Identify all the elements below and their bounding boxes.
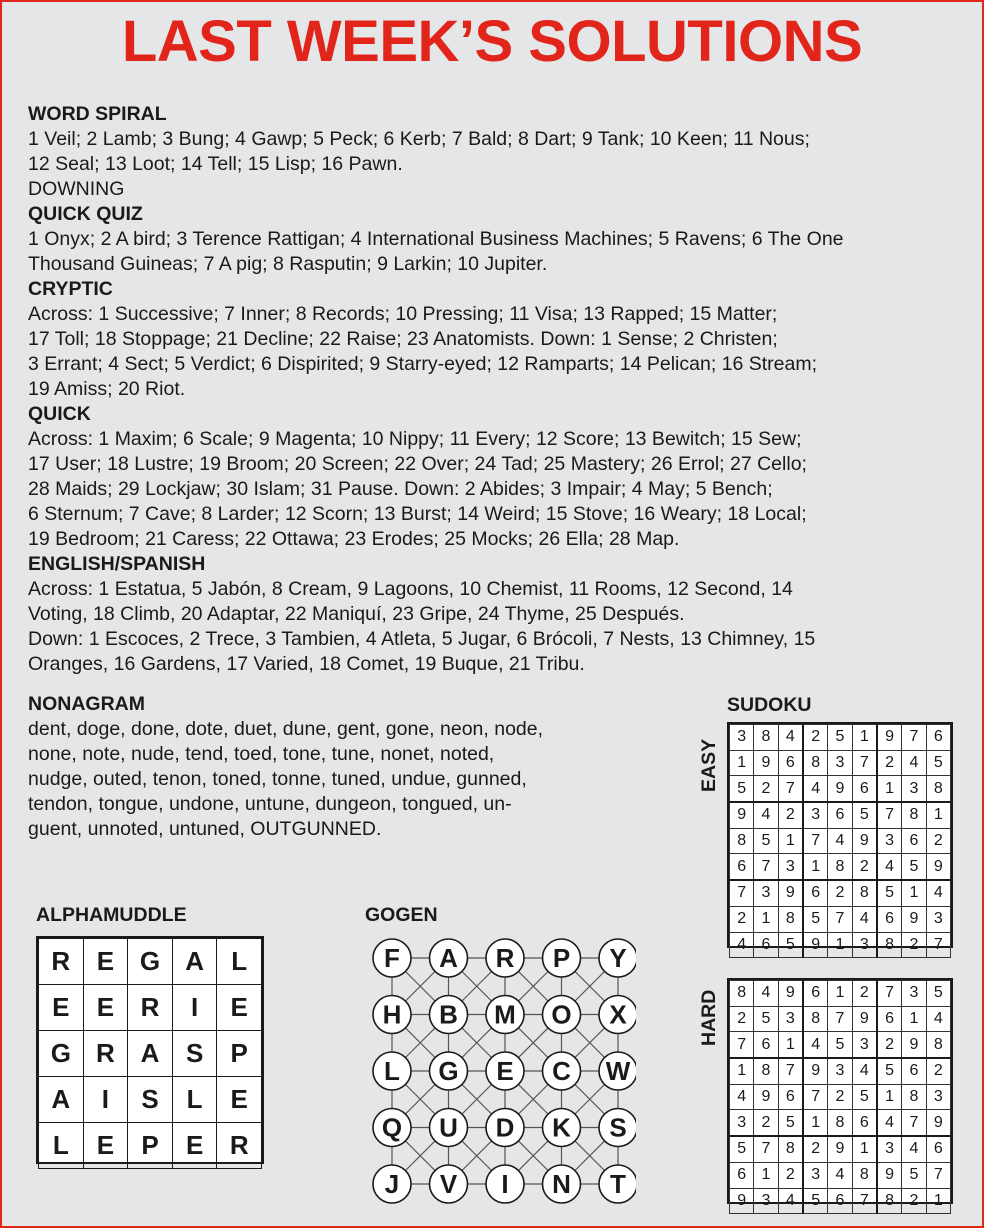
gogen-letter: P <box>552 943 571 973</box>
quick-line: Across: 1 Maxim; 6 Scale; 9 Magenta; 10 Nippy; 11 Every; 12 Score; 13 Bewitch; 15 Sew; <box>28 428 802 450</box>
sudoku-cell: 4 <box>852 906 877 932</box>
sudoku-cell: 8 <box>902 1084 926 1110</box>
sudoku-cell: 9 <box>828 776 852 802</box>
alphamuddle-cell: S <box>172 1031 217 1077</box>
sudoku-cell: 8 <box>852 1162 877 1188</box>
sudoku-cell: 2 <box>754 776 778 802</box>
cryptic-line: 17 Toll; 18 Stoppage; 21 Decline; 22 Raise; 23 Anatomists. Down: 1 Sense; 2 Christen; <box>28 328 778 350</box>
sudoku-cell: 1 <box>730 1058 754 1084</box>
english-spanish-line: Voting, 18 Climb, 20 Adaptar, 22 Maniquí, 23 Gripe, 24 Thyme, 25 Después. <box>28 603 685 625</box>
cryptic-line: Across: 1 Successive; 7 Inner; 8 Records; 10 Pressing; 11 Visa; 13 Rapped; 15 Matter; <box>28 303 778 325</box>
nonagram-line: none, note, nude, tend, toed, tone, tune, nonet, noted, <box>28 743 495 765</box>
alphamuddle-row <box>39 939 262 985</box>
sudoku-cell: 5 <box>803 1188 828 1214</box>
sudoku-cell: 3 <box>902 981 926 1007</box>
english-spanish-line: Across: 1 Estatua, 5 Jabón, 8 Cream, 9 Lagoons, 10 Chemist, 11 Rooms, 12 Second, 14 <box>28 578 793 600</box>
sudoku-row <box>730 932 951 958</box>
sudoku-cell: 5 <box>778 1110 803 1136</box>
sudoku-cell: 3 <box>803 802 828 828</box>
sudoku-cell: 2 <box>877 750 902 776</box>
sudoku-cell: 8 <box>730 981 754 1007</box>
sudoku-cell: 3 <box>852 1032 877 1058</box>
alphamuddle-cell: E <box>217 985 262 1031</box>
sudoku-easy-grid <box>727 722 953 953</box>
alphamuddle-cell: R <box>39 939 84 985</box>
sudoku-cell: 6 <box>852 776 877 802</box>
sudoku-cell: 3 <box>730 1110 754 1136</box>
sudoku-cell: 7 <box>877 981 902 1007</box>
quick-line: 28 Maids; 29 Lockjaw; 30 Islam; 31 Pause. Down: 2 Abides; 3 Impair; 4 May; 5 Bench; <box>28 478 773 500</box>
alphamuddle-row <box>39 1077 262 1123</box>
sudoku-cell: 9 <box>828 1136 852 1162</box>
word-spiral-line: 12 Seal; 13 Loot; 14 Tell; 15 Lisp; 16 Pawn. <box>28 153 403 175</box>
sudoku-cell: 6 <box>877 906 902 932</box>
alphamuddle-cell: P <box>217 1031 262 1077</box>
sudoku-cell: 4 <box>754 802 778 828</box>
sudoku-cell: 7 <box>902 725 926 751</box>
sudoku-cell: 8 <box>730 828 754 854</box>
english-spanish-line: Oranges, 16 Gardens, 17 Varied, 18 Comet, 19 Buque, 21 Tribu. <box>28 653 585 675</box>
sudoku-cell: 8 <box>803 750 828 776</box>
gogen-letter: G <box>438 1056 459 1086</box>
sudoku-cell: 7 <box>877 802 902 828</box>
quick-quiz-line: 1 Onyx; 2 A bird; 3 Terence Rattigan; 4 International Business Machines; 5 Ravens; 6 The One <box>28 228 844 250</box>
sudoku-cell: 2 <box>926 1058 950 1084</box>
sudoku-cell: 5 <box>803 906 828 932</box>
sudoku-cell: 9 <box>877 1162 902 1188</box>
gogen-letter: H <box>382 999 402 1030</box>
sudoku-cell: 5 <box>852 802 877 828</box>
cryptic-line: 19 Amiss; 20 Riot. <box>28 378 186 400</box>
sudoku-cell: 6 <box>828 1188 852 1214</box>
sudoku-cell: 7 <box>803 828 828 854</box>
sudoku-cell: 1 <box>852 1136 877 1162</box>
quick-line: 6 Sternum; 7 Cave; 8 Larder; 12 Scorn; 13 Burst; 14 Weird; 15 Stove; 16 Weary; 18 Local; <box>28 503 807 525</box>
sudoku-cell: 1 <box>902 880 926 906</box>
cryptic-line: 3 Errant; 4 Sect; 5 Verdict; 6 Dispirited; 9 Starry-eyed; 12 Ramparts; 14 Pelican; 16 Stream; <box>28 353 818 375</box>
sudoku-cell: 7 <box>828 906 852 932</box>
sudoku-cell: 6 <box>730 854 754 880</box>
sudoku-cell: 1 <box>926 1188 950 1214</box>
sudoku-cell: 6 <box>778 750 803 776</box>
sudoku-cell: 4 <box>877 1110 902 1136</box>
gogen-letter: O <box>551 999 572 1030</box>
sudoku-cell: 2 <box>902 932 926 958</box>
alphamuddle-cell: G <box>39 1031 84 1077</box>
sudoku-cell: 2 <box>852 981 877 1007</box>
gogen-letter: J <box>384 1169 400 1199</box>
sudoku-cell: 6 <box>754 932 778 958</box>
alphamuddle-cell: E <box>172 1123 217 1169</box>
sudoku-cell: 6 <box>828 802 852 828</box>
sudoku-cell: 5 <box>902 1162 926 1188</box>
sudoku-cell: 8 <box>803 1006 828 1032</box>
sudoku-cell: 1 <box>778 828 803 854</box>
sudoku-cell: 2 <box>803 1136 828 1162</box>
sudoku-cell: 9 <box>754 750 778 776</box>
alphamuddle-cell: R <box>128 985 173 1031</box>
sudoku-row <box>730 906 951 932</box>
sudoku-cell: 3 <box>852 932 877 958</box>
sudoku-row <box>730 1084 951 1110</box>
sudoku-cell: 6 <box>877 1006 902 1032</box>
sudoku-cell: 9 <box>902 906 926 932</box>
sudoku-cell: 2 <box>730 906 754 932</box>
sudoku-cell: 9 <box>803 932 828 958</box>
gogen-grid <box>366 932 636 1204</box>
nonagram-section <box>28 692 648 842</box>
sudoku-cell: 7 <box>754 854 778 880</box>
sudoku-cell: 2 <box>754 1110 778 1136</box>
sudoku-cell: 5 <box>754 828 778 854</box>
sudoku-cell: 3 <box>877 828 902 854</box>
sudoku-row <box>730 1032 951 1058</box>
sudoku-cell: 4 <box>902 1136 926 1162</box>
gogen-heading: GOGEN <box>365 904 438 926</box>
alphamuddle-cell: P <box>128 1123 173 1169</box>
sudoku-cell: 1 <box>730 750 754 776</box>
sudoku-row <box>730 981 951 1007</box>
sudoku-cell: 2 <box>877 1032 902 1058</box>
word-spiral-line: 1 Veil; 2 Lamb; 3 Bung; 4 Gawp; 5 Peck; 6 Kerb; 7 Bald; 8 Dart; 9 Tank; 10 Keen; 11 Nous; <box>28 128 810 150</box>
sudoku-cell: 6 <box>803 981 828 1007</box>
gogen-letter: N <box>552 1169 571 1199</box>
solutions-text-block <box>28 102 963 677</box>
sudoku-cell: 4 <box>902 750 926 776</box>
sudoku-cell: 2 <box>778 802 803 828</box>
sudoku-cell: 2 <box>778 1162 803 1188</box>
gogen-letter: L <box>384 1056 400 1086</box>
sudoku-cell: 4 <box>852 1058 877 1084</box>
gogen-letter: W <box>605 1056 631 1086</box>
sudoku-cell: 2 <box>730 1006 754 1032</box>
alphamuddle-cell: G <box>128 939 173 985</box>
sudoku-cell: 1 <box>902 1006 926 1032</box>
sudoku-cell: 7 <box>852 750 877 776</box>
sudoku-cell: 9 <box>877 725 902 751</box>
sudoku-cell: 2 <box>828 1084 852 1110</box>
sudoku-cell: 1 <box>778 1032 803 1058</box>
sudoku-cell: 4 <box>803 1032 828 1058</box>
sudoku-cell: 9 <box>778 880 803 906</box>
sudoku-cell: 2 <box>852 854 877 880</box>
alphamuddle-cell: L <box>172 1077 217 1123</box>
alphamuddle-row <box>39 1123 262 1169</box>
sudoku-cell: 6 <box>730 1162 754 1188</box>
sudoku-row <box>730 880 951 906</box>
nonagram-line: dent, doge, done, dote, duet, dune, gent, gone, neon, node, <box>28 718 544 740</box>
sudoku-cell: 6 <box>926 725 950 751</box>
sudoku-cell: 1 <box>754 1162 778 1188</box>
quick-line: 17 User; 18 Lustre; 19 Broom; 20 Screen; 22 Over; 24 Tad; 25 Mastery; 26 Errol; 27 Cello; <box>28 453 807 475</box>
gogen-letter: E <box>496 1056 514 1086</box>
quick-quiz-heading: QUICK QUIZ <box>28 203 143 225</box>
alphamuddle-cell: E <box>83 1123 128 1169</box>
sudoku-cell: 4 <box>926 1006 950 1032</box>
sudoku-cell: 4 <box>877 854 902 880</box>
sudoku-cell: 6 <box>902 1058 926 1084</box>
sudoku-cell: 5 <box>828 1032 852 1058</box>
page-title: LAST WEEK’S SOLUTIONS <box>121 9 863 74</box>
gogen-letter: D <box>495 1112 515 1143</box>
sudoku-cell: 9 <box>902 1032 926 1058</box>
gogen-letter: C <box>552 1056 571 1086</box>
sudoku-row <box>730 854 951 880</box>
sudoku-cell: 6 <box>803 880 828 906</box>
gogen-letter: X <box>609 999 627 1030</box>
sudoku-cell: 7 <box>926 932 950 958</box>
sudoku-cell: 8 <box>852 880 877 906</box>
alphamuddle-cell: A <box>39 1077 84 1123</box>
gogen-letter: M <box>494 999 516 1030</box>
sudoku-cell: 1 <box>877 1084 902 1110</box>
sudoku-cell: 5 <box>778 932 803 958</box>
alphamuddle-cell: L <box>39 1123 84 1169</box>
sudoku-cell: 1 <box>828 981 852 1007</box>
alphamuddle-cell: E <box>39 985 84 1031</box>
sudoku-cell: 3 <box>828 1058 852 1084</box>
sudoku-cell: 2 <box>803 725 828 751</box>
alphamuddle-cell: E <box>83 985 128 1031</box>
sudoku-cell: 7 <box>803 1084 828 1110</box>
sudoku-cell: 9 <box>852 1006 877 1032</box>
sudoku-cell: 8 <box>902 802 926 828</box>
sudoku-cell: 2 <box>926 828 950 854</box>
sudoku-cell: 9 <box>778 981 803 1007</box>
word-spiral-answer: DOWNING <box>28 178 125 200</box>
sudoku-cell: 2 <box>828 880 852 906</box>
alphamuddle-cell: R <box>83 1031 128 1077</box>
sudoku-cell: 7 <box>852 1188 877 1214</box>
sudoku-cell: 5 <box>902 854 926 880</box>
alphamuddle-row <box>39 1031 262 1077</box>
sudoku-cell: 3 <box>730 725 754 751</box>
sudoku-cell: 4 <box>730 932 754 958</box>
english-spanish-line: Down: 1 Escoces, 2 Trece, 3 Tambien, 4 Atleta, 5 Jugar, 6 Brócoli, 7 Nests, 13 Chimney, 15 <box>28 628 816 650</box>
sudoku-cell: 9 <box>754 1084 778 1110</box>
sudoku-cell: 8 <box>754 1058 778 1084</box>
quick-line: 19 Bedroom; 21 Caress; 22 Ottawa; 23 Erodes; 25 Mocks; 26 Ella; 28 Map. <box>28 528 680 550</box>
sudoku-cell: 6 <box>926 1136 950 1162</box>
alphamuddle-heading: ALPHAMUDDLE <box>36 904 187 926</box>
sudoku-cell: 9 <box>730 802 754 828</box>
sudoku-cell: 8 <box>926 1032 950 1058</box>
sudoku-cell: 7 <box>730 880 754 906</box>
sudoku-cell: 5 <box>926 981 950 1007</box>
gogen-letter: Q <box>381 1112 403 1143</box>
sudoku-cell: 5 <box>730 776 754 802</box>
sudoku-cell: 7 <box>902 1110 926 1136</box>
alphamuddle-cell: I <box>172 985 217 1031</box>
sudoku-cell: 7 <box>926 1162 950 1188</box>
sudoku-cell: 1 <box>877 776 902 802</box>
sudoku-cell: 8 <box>828 854 852 880</box>
sudoku-cell: 9 <box>926 1110 950 1136</box>
nonagram-line: tendon, tongue, undone, untune, dungeon, tongued, un- <box>28 793 512 815</box>
sudoku-cell: 3 <box>902 776 926 802</box>
alphamuddle-cell: E <box>217 1077 262 1123</box>
gogen-letter: U <box>439 1112 458 1143</box>
sudoku-cell: 1 <box>754 906 778 932</box>
sudoku-cell: 5 <box>828 725 852 751</box>
sudoku-cell: 3 <box>754 1188 778 1214</box>
sudoku-cell: 8 <box>877 932 902 958</box>
alphamuddle-row <box>39 985 262 1031</box>
nonagram-line: guent, unnoted, untuned, OUTGUNNED. <box>28 818 382 840</box>
sudoku-row <box>730 828 951 854</box>
sudoku-cell: 5 <box>730 1136 754 1162</box>
gogen-letter: K <box>552 1112 571 1143</box>
sudoku-cell: 8 <box>926 776 950 802</box>
sudoku-row <box>730 1006 951 1032</box>
word-spiral-heading: WORD SPIRAL <box>28 103 167 125</box>
gogen-letter: I <box>501 1169 509 1199</box>
sudoku-cell: 3 <box>754 880 778 906</box>
sudoku-cell: 5 <box>877 880 902 906</box>
sudoku-cell: 3 <box>778 1006 803 1032</box>
sudoku-cell: 1 <box>803 854 828 880</box>
sudoku-cell: 7 <box>778 776 803 802</box>
sudoku-cell: 1 <box>852 725 877 751</box>
gogen-letter: S <box>609 1112 627 1143</box>
sudoku-row <box>730 750 951 776</box>
sudoku-cell: 5 <box>926 750 950 776</box>
sudoku-cell: 7 <box>730 1032 754 1058</box>
alphamuddle-cell: A <box>128 1031 173 1077</box>
sudoku-cell: 7 <box>754 1136 778 1162</box>
sudoku-cell: 4 <box>778 725 803 751</box>
sudoku-row <box>730 1188 951 1214</box>
gogen-letter: A <box>439 943 458 973</box>
sudoku-cell: 5 <box>877 1058 902 1084</box>
sudoku-row <box>730 1058 951 1084</box>
sudoku-cell: 8 <box>877 1188 902 1214</box>
sudoku-cell: 9 <box>926 854 950 880</box>
sudoku-hard-label: HARD <box>698 989 720 1046</box>
sudoku-cell: 3 <box>803 1162 828 1188</box>
sudoku-row <box>730 1136 951 1162</box>
sudoku-hard-grid <box>727 978 953 1209</box>
sudoku-easy-label: EASY <box>698 738 720 792</box>
sudoku-cell: 3 <box>926 906 950 932</box>
gogen-letter: V <box>439 1169 458 1199</box>
alphamuddle-cell: A <box>172 939 217 985</box>
gogen-letter: R <box>495 943 515 973</box>
sudoku-cell: 4 <box>778 1188 803 1214</box>
sudoku-row <box>730 725 951 751</box>
sudoku-cell: 2 <box>902 1188 926 1214</box>
sudoku-cell: 8 <box>754 725 778 751</box>
alphamuddle-cell: I <box>83 1077 128 1123</box>
sudoku-cell: 7 <box>828 1006 852 1032</box>
sudoku-row <box>730 1162 951 1188</box>
quick-quiz-line: Thousand Guineas; 7 A pig; 8 Rasputin; 9 Larkin; 10 Jupiter. <box>28 253 548 275</box>
sudoku-cell: 8 <box>828 1110 852 1136</box>
cryptic-heading: CRYPTIC <box>28 278 113 300</box>
sudoku-cell: 3 <box>778 854 803 880</box>
sudoku-cell: 6 <box>852 1110 877 1136</box>
sudoku-cell: 4 <box>926 880 950 906</box>
english-spanish-heading: ENGLISH/SPANISH <box>28 553 206 575</box>
alphamuddle-cell: E <box>83 939 128 985</box>
sudoku-cell: 5 <box>852 1084 877 1110</box>
quick-heading: QUICK <box>28 403 91 425</box>
gogen-letter: B <box>439 999 458 1030</box>
sudoku-cell: 1 <box>926 802 950 828</box>
sudoku-cell: 9 <box>852 828 877 854</box>
sudoku-cell: 4 <box>803 776 828 802</box>
sudoku-row <box>730 776 951 802</box>
alphamuddle-cell: L <box>217 939 262 985</box>
sudoku-cell: 7 <box>778 1058 803 1084</box>
alphamuddle-cell: S <box>128 1077 173 1123</box>
sudoku-cell: 4 <box>828 1162 852 1188</box>
sudoku-cell: 8 <box>778 1136 803 1162</box>
sudoku-cell: 1 <box>803 1110 828 1136</box>
sudoku-cell: 8 <box>778 906 803 932</box>
sudoku-cell: 6 <box>902 828 926 854</box>
sudoku-cell: 4 <box>828 828 852 854</box>
sudoku-cell: 9 <box>730 1188 754 1214</box>
sudoku-heading: SUDOKU <box>727 694 812 716</box>
sudoku-cell: 3 <box>828 750 852 776</box>
sudoku-cell: 4 <box>754 981 778 1007</box>
gogen-letter: T <box>610 1169 626 1199</box>
sudoku-cell: 5 <box>754 1006 778 1032</box>
alphamuddle-grid <box>36 936 264 1164</box>
sudoku-cell: 4 <box>730 1084 754 1110</box>
sudoku-cell: 3 <box>926 1084 950 1110</box>
nonagram-line: nudge, outed, tenon, toned, tonne, tuned, undue, gunned, <box>28 768 527 790</box>
alphamuddle-cell: R <box>217 1123 262 1169</box>
gogen-letter: F <box>384 943 400 973</box>
sudoku-cell: 9 <box>803 1058 828 1084</box>
gogen-letter: Y <box>609 943 627 973</box>
sudoku-cell: 1 <box>828 932 852 958</box>
sudoku-cell: 6 <box>778 1084 803 1110</box>
sudoku-cell: 3 <box>877 1136 902 1162</box>
nonagram-heading: NONAGRAM <box>28 693 145 715</box>
sudoku-row <box>730 802 951 828</box>
sudoku-row <box>730 1110 951 1136</box>
sudoku-cell: 6 <box>754 1032 778 1058</box>
